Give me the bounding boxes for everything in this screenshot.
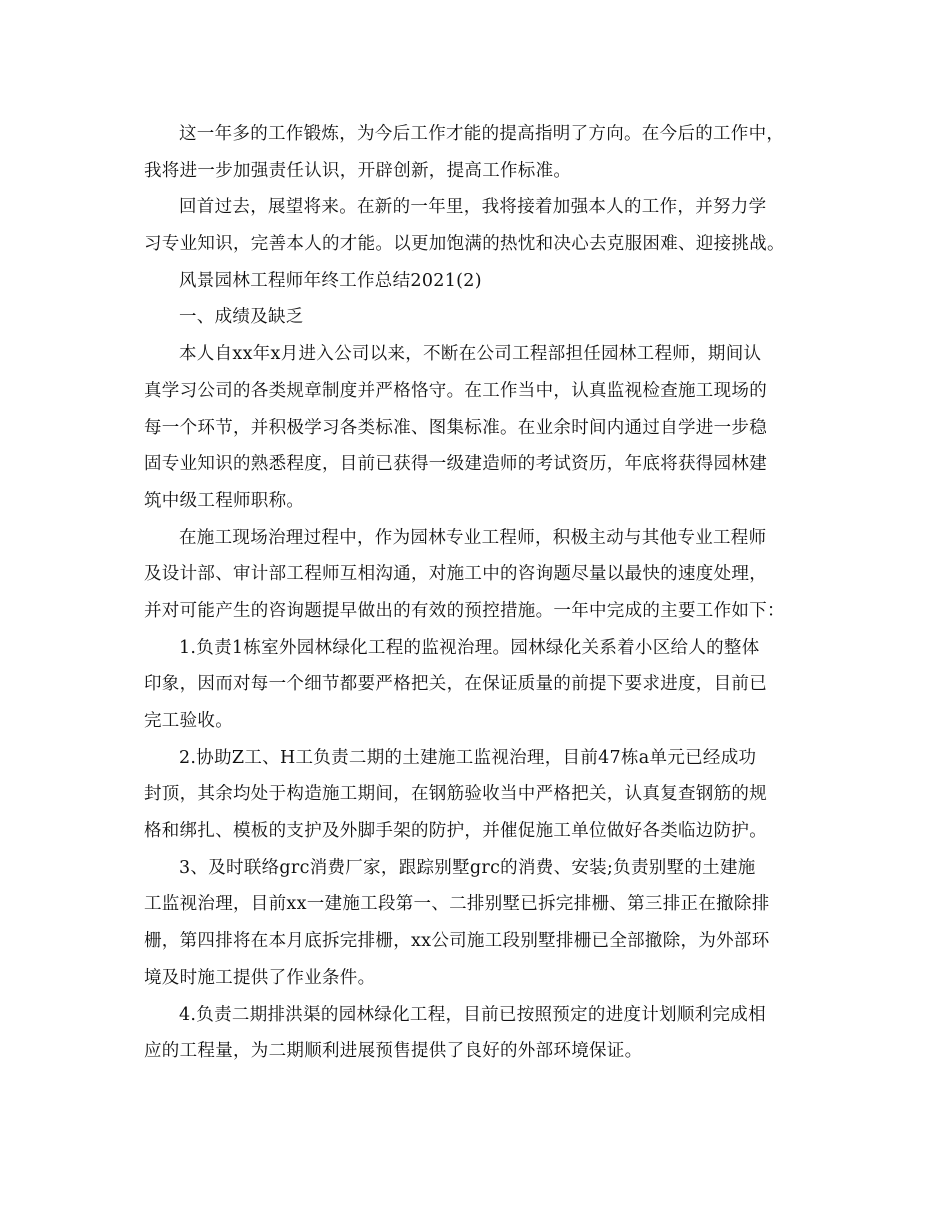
text-line: 4.负责二期排洪渠的园林绿化工程，目前已按照预定的进度计划顺利完成相 xyxy=(179,1004,766,1025)
list-item-2 xyxy=(144,740,810,850)
text-line: 栅，第四排将在本月底拆完排栅，xx公司施工段别墅排栅已全部撤除，为外部环 xyxy=(144,931,770,952)
text-line: 3、及时联络grc消费厂家，跟踪别墅grc的消费、安装;负责别墅的土建施 xyxy=(179,857,756,878)
list-item-1 xyxy=(144,630,810,740)
text-line: 筑中级工程师职称。 xyxy=(144,490,305,511)
text-line: 工监视治理，目前xx一建施工段第一、二排别墅已拆完排栅、第三排正在撤除排 xyxy=(144,894,770,915)
text-line: 2.协助Z工、H工负责二期的土建施工监视治理，目前47栋a单元已经成功 xyxy=(179,747,757,768)
text-line: 应的工程量，为二期顺利进展预售提供了良好的外部环境保证。 xyxy=(144,1041,643,1062)
text-line: 在施工现场治理过程中，作为园林专业工程师，积极主动与其他专业工程师 xyxy=(179,527,767,548)
section-heading-achievements xyxy=(144,299,810,336)
list-item-4 xyxy=(144,997,810,1070)
text-line: 固专业知识的熟悉程度，目前已获得一级建造师的考试资历，年底将获得园林建 xyxy=(144,454,767,475)
text-line: 格和绑扎、模板的支护及外脚手架的防护，并催促施工单位做好各类临边防护。 xyxy=(144,821,767,842)
text-line: 境及时施工提供了作业条件。 xyxy=(144,967,376,988)
paragraph-site-management xyxy=(144,520,810,630)
text-line: 印象，因而对每一个细节都要严格把关，在保证质量的前提下要求进度，目前已 xyxy=(144,674,767,695)
paragraph-introduction xyxy=(144,336,810,519)
paragraph-look-back xyxy=(144,189,810,262)
text-line: 及设计部、审计部工程师互相沟通，对施工中的咨询题尽量以最快的速度处理， xyxy=(144,564,767,585)
text-line: 本人自xx年x月进入公司以来，不断在公司工程部担任园林工程师，期间认 xyxy=(179,344,762,365)
text-line: 真学习公司的各类规章制度并严格恪守。在工作当中，认真监视检查施工现场的 xyxy=(144,380,767,401)
text-line: 我将进一步加强责任认识，开辟创新，提高工作标准。 xyxy=(144,160,572,181)
text-line: 回首过去，展望将来。在新的一年里，我将接着加强本人的工作，并努力学 xyxy=(179,197,767,218)
list-item-3 xyxy=(144,850,810,997)
heading-text: 一、成绩及缺乏 xyxy=(179,307,304,328)
text-line: 并对可能产生的咨询题提早做出的有效的预控措施。一年中完成的主要工作如下： xyxy=(144,600,785,621)
text-line: 完工验收。 xyxy=(144,711,233,731)
section-heading-title xyxy=(144,263,810,300)
text-line: 每一个环节，并积极学习各类标准、图集标准。在业余时间内通过自学进一步稳 xyxy=(144,417,767,438)
paragraph-outlook-direction xyxy=(144,116,810,189)
text-line: 封顶，其余均处于构造施工期间，在钢筋验收当中严格把关，认真复查钢筋的规 xyxy=(144,784,767,805)
text-line: 1.负责1栋室外园林绿化工程的监视治理。园林绿化关系着小区给人的整体 xyxy=(179,637,760,658)
text-line: 这一年多的工作锻炼，为今后工作才能的提高指明了方向。在今后的工作中， xyxy=(179,124,785,144)
document-body xyxy=(144,116,810,1070)
text-line: 习专业知识，完善本人的才能。以更加饱满的热忱和决心去克服困难、迎接挑战。 xyxy=(144,234,785,255)
heading-text: 风景园林工程师年终工作总结2021(2) xyxy=(179,270,482,291)
